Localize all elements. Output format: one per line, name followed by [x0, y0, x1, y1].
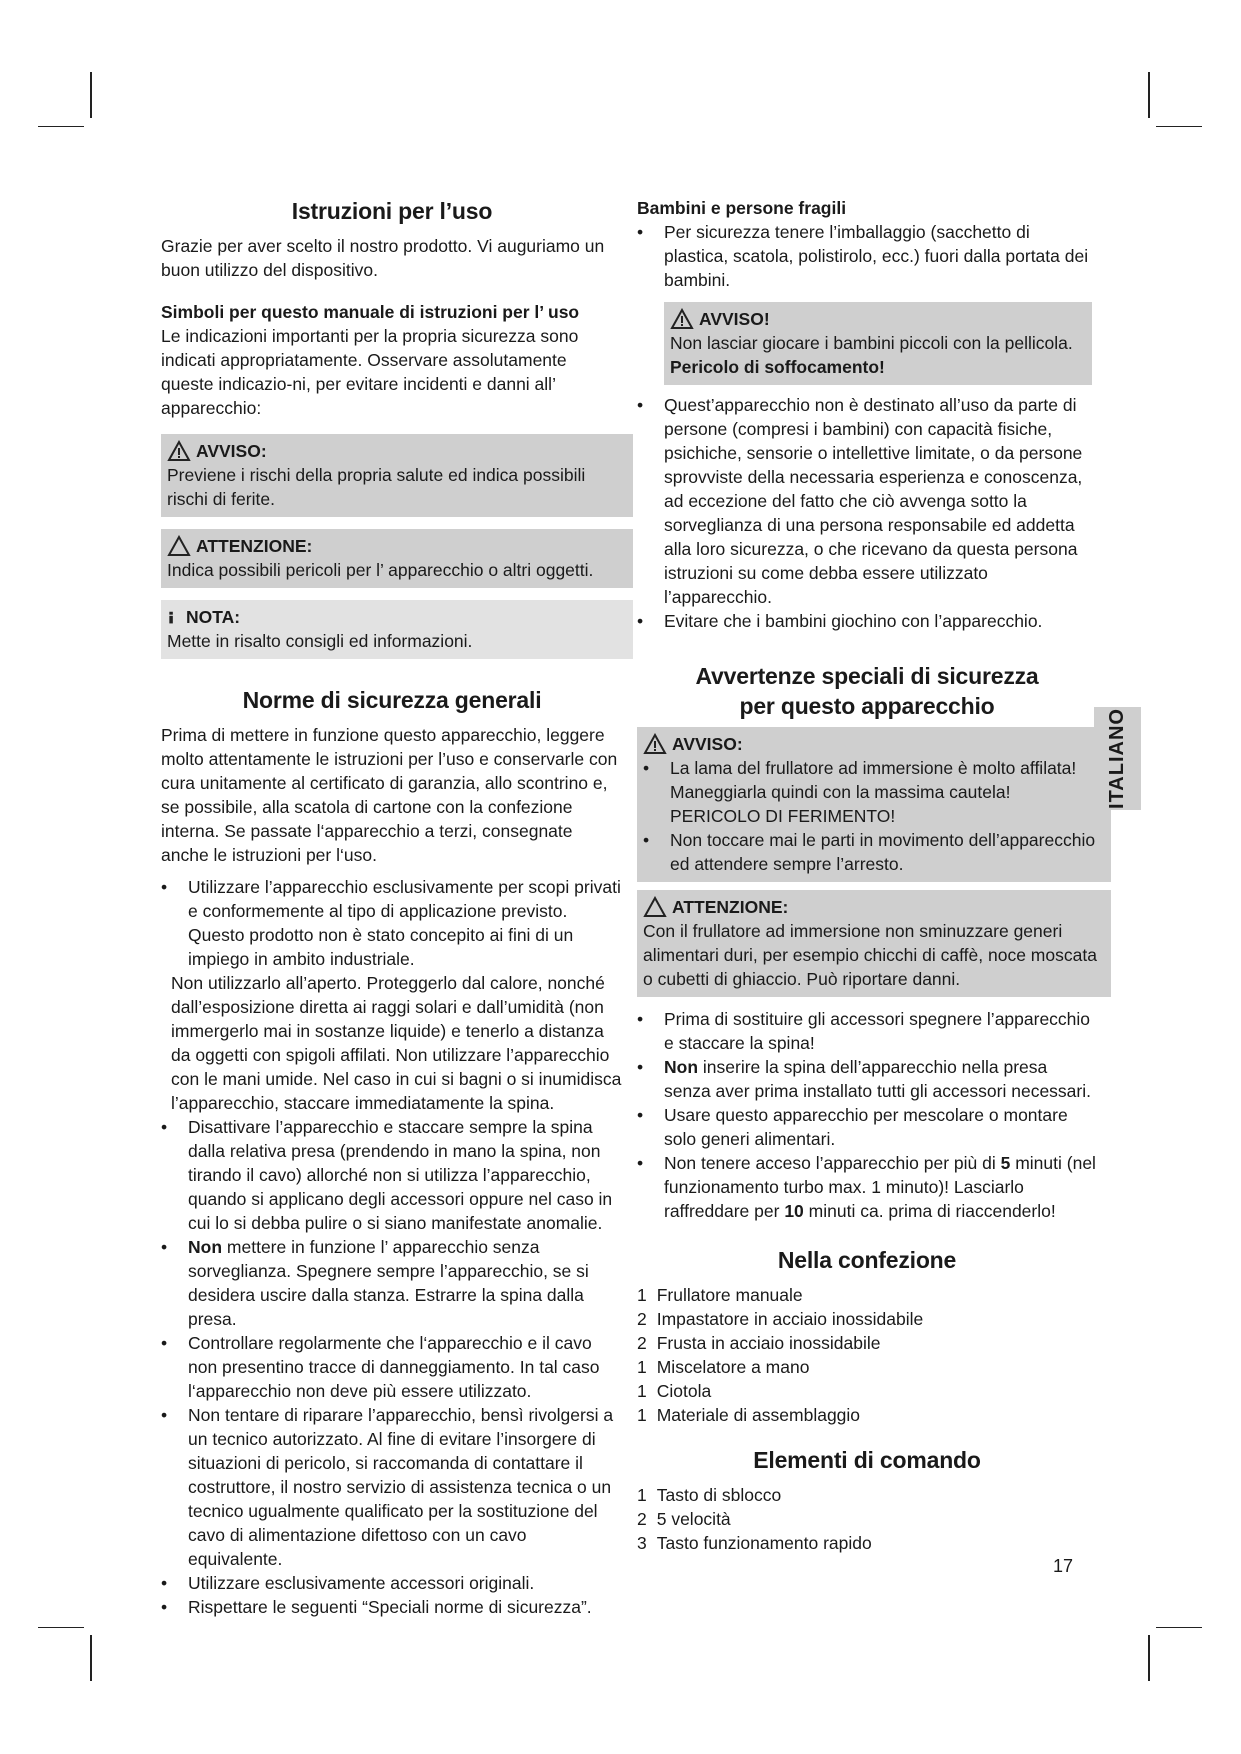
list-item: • Quest’apparecchio non è destinato all’uso da parte di persone (compresi i bambini) con capacità fisiche, psichiche, sensorie o intellettive limitate, o da persone sprovviste della necessaria esperienza e conoscenza, ad eccezione del fatto che ciò avvenga sotto la sorveglianza di una persona responsabile ed addetta alla loro sicurezza, o che ricevano da questa persona istruzioni su come debba essere utilizzato l’apparecchio.: [637, 393, 1097, 609]
crop-mark: [1156, 1627, 1202, 1628]
list-item-text: Non tenere acceso l’apparecchio per più di: [664, 1153, 996, 1173]
pack-title: Nella confezione: [777, 1247, 957, 1273]
warning-triangle-icon: [643, 733, 667, 755]
item-name: Frusta in acciaio inossidabile: [656, 1333, 881, 1353]
controls-list: [637, 1483, 1097, 1555]
note-text: Mette in risalto consigli ed informazioni.: [167, 631, 473, 651]
item-name: Impastatore in acciaio inossidabile: [656, 1309, 924, 1329]
pack-item: [637, 1355, 1097, 1379]
note-label: NOTA:: [186, 607, 241, 627]
list-item: [637, 1055, 1097, 1103]
left-column: [161, 196, 623, 1619]
list-item: • Prima di sostituire gli accessori spegnere l’apparecchio e staccare la spina!: [637, 1007, 1097, 1055]
list-item-text: mettere in funzione l’ apparecchio senza sorveglianza. Spegnere sempre l’apparecchio, se si desidera uscire dalla stanza. Estrarre la spina dalla presa.: [188, 1237, 589, 1329]
item-name: Materiale di assemblaggio: [656, 1405, 861, 1425]
control-num: 1: [637, 1485, 647, 1505]
warning-list: [643, 756, 1105, 876]
control-name: Tasto di sblocco: [656, 1485, 782, 1505]
language-tab: [1094, 707, 1141, 810]
warning-triangle-icon: [167, 440, 191, 462]
warning-label: AVVISO:: [672, 734, 743, 754]
list-item: • Non tentare di riparare l’apparecchio, bensì rivolgersi a un tecnico autorizzato. Al fine di evitare l’insorgere di situazioni di pericolo, si raccomanda di contattare il costruttore, il nostro servizio di assistenza tecnica o un tecnico ugualmente qualificato per la sostituzione del cavo di alimentazione difettoso con un cavo equivalente.: [161, 1403, 623, 1571]
list-item-text: minuti (nel funzionamento turbo max. 1 minuto)! Lasciarlo raffreddare per: [664, 1153, 1096, 1221]
list-item: [637, 1151, 1097, 1223]
symbols-text: Le indicazioni importanti per la propria sicurezza sono indicati appropriatamente. Osservare assolutamente queste indicazio-ni, per evitare incidenti e danni all’ apparecchio:: [161, 326, 579, 418]
bold-non: Non: [664, 1057, 699, 1077]
caution-text: Indica possibili pericoli per l’ apparecchio o altri oggetti.: [167, 560, 594, 580]
page-title: Istruzioni per l’uso: [291, 198, 493, 224]
list-item: Non utilizzarlo all’aperto. Proteggerlo dal calore, nonché dall’esposizione diretta ai raggi solari e dall’umidità (non immergerlo mai in sostanze liquide) e tenerlo a distanza da oggetti con spigoli affilati. Non utilizzare l’apparecchio con le mani umide. Nel caso in cui si bagni o si inumidisca l’apparecchio, staccare immediatamente la spina.: [171, 973, 622, 1113]
special-title-line2: per questo apparecchio: [739, 693, 995, 719]
pack-item: [637, 1379, 1097, 1403]
pack-item: [637, 1307, 1097, 1331]
list-item: • Evitare che i bambini giochino con l’apparecchio.: [637, 609, 1097, 633]
bold-number: 10: [784, 1201, 804, 1221]
crop-mark: [38, 126, 84, 127]
item-name: Frullatore manuale: [656, 1285, 803, 1305]
control-num: 3: [637, 1533, 647, 1553]
qty: 1: [637, 1357, 647, 1377]
page-number: 17: [1053, 1556, 1074, 1576]
caution-text: Con il frullatore ad immersione non sminuzzare generi alimentari duri, per esempio chicchi di caffè, noce moscata o cubetti di ghiaccio. Può riportare danni.: [643, 921, 1097, 989]
special-title: [637, 661, 1097, 721]
caution-box: [161, 529, 633, 588]
caution-triangle-icon: [643, 896, 667, 918]
safety-intro: Prima di mettere in funzione questo apparecchio, leggere molto attentamente le istruzioni per l’uso e conservarle con cura unitamente al certificato di garanzia, allo scontrino e, se possibile, alla scatola di cartone con la confezione interna. Se passate l‘apparecchio a terzi, consegnate anche le istruzioni per l‘uso.: [161, 725, 618, 865]
pack-item: [637, 1331, 1097, 1355]
list-item: • Usare questo apparecchio per mescolare o montare solo generi alimentari.: [637, 1103, 1097, 1151]
bold-non: Non: [188, 1237, 223, 1257]
control-name: Tasto funzionamento rapido: [656, 1533, 872, 1553]
caution-label: ATTENZIONE:: [196, 536, 313, 556]
warning-label: AVVISO!: [699, 309, 770, 329]
info-icon: [167, 606, 181, 628]
qty: 1: [637, 1381, 647, 1401]
qty: 2: [637, 1309, 647, 1329]
control-item: [637, 1483, 1097, 1507]
caution-triangle-icon: [167, 535, 191, 557]
safety-title: Norme di sicurezza generali: [242, 687, 542, 713]
list-item: • La lama del frullatore ad immersione è molto affilata! Maneggiarla quindi con la massima cautela! PERICOLO DI FERIMENTO!: [643, 756, 1105, 828]
crop-mark: [1156, 126, 1202, 127]
caution-label: ATTENZIONE:: [672, 897, 789, 917]
qty: 2: [637, 1333, 647, 1353]
crop-mark: [1148, 1635, 1150, 1681]
list-item: • Controllare regolarmente che l‘apparecchio e il cavo non presentino tracce di danneggiamento. In tal caso l‘apparecchio non deve più essere utilizzato.: [161, 1331, 623, 1403]
item-name: Miscelatore a mano: [656, 1357, 810, 1377]
list-item: • Disattivare l’apparecchio e staccare sempre la spina dalla relativa presa (prendendo in mano la spina, non tirando il cavo) allorché non si utilizza l’apparecchio, quando si applicano degli accessori oppure nel caso in cui lo si debba pulire o si siano manifestate anomalie.: [161, 1115, 623, 1235]
warning-box-suffocation: [664, 302, 1092, 385]
list-item-text: inserire la spina dell’apparecchio nella presa senza aver prima installato tutti gli accessori necessari.: [664, 1057, 1091, 1101]
bold-number: 5: [1000, 1153, 1011, 1173]
warning-box-blade: [637, 727, 1111, 882]
qty: 1: [637, 1285, 647, 1305]
safety-list: [161, 875, 623, 1619]
warning-text: Previene i rischi della propria salute ed indica possibili rischi di ferite.: [167, 465, 586, 509]
control-item: [637, 1507, 1097, 1531]
intro-text: Grazie per aver scelto il nostro prodotto. Vi auguriamo un buon utilizzo del dispositivo.: [161, 236, 605, 280]
warning-bold-text: Pericolo di soffocamento!: [670, 357, 885, 377]
list-item-text: minuti ca. prima di riaccenderlo!: [808, 1201, 1056, 1221]
list-item: • Utilizzare esclusivamente accessori originali.: [161, 1571, 623, 1595]
warning-triangle-icon: [670, 308, 694, 330]
list-item: • Rispettare le seguenti “Speciali norme di sicurezza”.: [161, 1595, 623, 1619]
control-name: 5 velocità: [656, 1509, 731, 1529]
symbols-heading: Simboli per questo manuale di istruzioni per l’ uso: [161, 302, 580, 322]
warning-box: [161, 434, 633, 517]
special-title-line1: Avvertenze speciali di sicurezza: [695, 663, 1039, 689]
crop-mark: [38, 1627, 84, 1628]
controls-title: Elementi di comando: [753, 1447, 981, 1473]
control-item: [637, 1531, 1097, 1555]
children-list: [637, 220, 1097, 292]
control-num: 2: [637, 1509, 647, 1529]
children-heading: Bambini e persone fragili: [637, 198, 847, 218]
list-item: • Utilizzare l’apparecchio esclusivamente per scopi privati e conformemente al tipo di applicazione previsto. Questo prodotto non è stato concepito ai fini di un impiego in ambito industriale.: [161, 875, 623, 971]
list-item: • Non toccare mai le parti in movimento dell’apparecchio ed attendere sempre l’arresto.: [643, 828, 1105, 876]
warning-label: AVVISO:: [196, 441, 267, 461]
caution-box-hard-foods: [637, 890, 1111, 997]
item-name: Ciotola: [656, 1381, 712, 1401]
qty: 1: [637, 1405, 647, 1425]
language-tab-label: ITALIANO: [1106, 708, 1129, 809]
pack-item: [637, 1403, 1097, 1427]
usage-list: [637, 1007, 1097, 1223]
warning-text: Non lasciar giocare i bambini piccoli con la pellicola.: [670, 333, 1073, 353]
crop-mark: [1148, 72, 1150, 118]
right-column: [637, 196, 1097, 1555]
children-list-2: [637, 393, 1097, 633]
crop-mark: [90, 1635, 92, 1681]
list-item: [161, 1235, 623, 1331]
list-item: • Per sicurezza tenere l’imballaggio (sacchetto di plastica, scatola, polistirolo, ecc.) fuori dalla portata dei bambini.: [637, 220, 1097, 292]
crop-mark: [90, 72, 92, 118]
note-box: [161, 600, 633, 659]
pack-list: [637, 1283, 1097, 1427]
pack-item: [637, 1283, 1097, 1307]
